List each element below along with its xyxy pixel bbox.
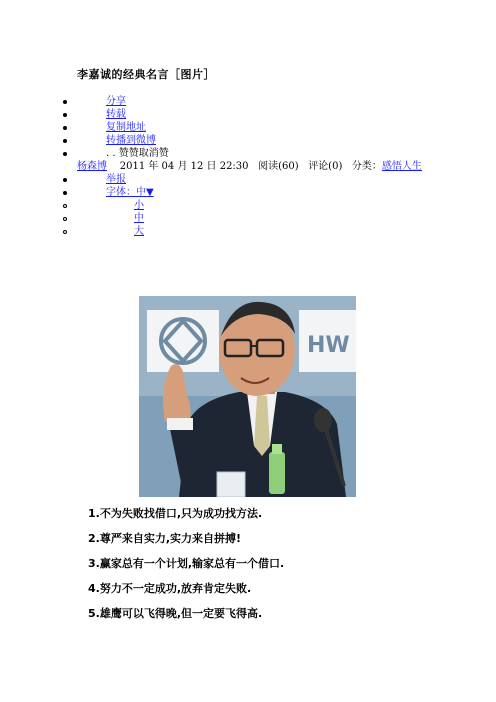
quote-item: 5.雄鹰可以飞得晚,但一定要飞得高.: [88, 607, 263, 620]
bullet-icon: [63, 113, 67, 117]
quote-item: 4.努力不一定成功,放弃肯定失败.: [88, 582, 252, 595]
font-size-dropdown[interactable]: 字体：中▼: [106, 187, 154, 198]
post-meta: [77, 161, 422, 173]
author-link[interactable]: 杨森博: [77, 161, 107, 172]
bullet-icon: [63, 191, 67, 195]
comment-count: 评论(0): [308, 161, 343, 172]
like-button[interactable]: . . 赞赞取消赞: [106, 148, 169, 159]
repost-link[interactable]: 转载: [106, 109, 126, 120]
copy-link[interactable]: 复制地址: [106, 122, 146, 133]
weibo-link[interactable]: 转播到微博: [106, 135, 156, 146]
report-link[interactable]: 举报: [106, 174, 126, 185]
portrait-photo: [139, 296, 356, 497]
bullet-icon: [63, 126, 67, 130]
page-title: 李嘉诚的经典名言［图片］: [77, 68, 215, 81]
bullet-icon: [63, 152, 67, 156]
category-label: 分类：: [351, 161, 382, 172]
bullet-icon: [63, 178, 67, 182]
font-medium-option[interactable]: 中: [134, 213, 144, 224]
bullet-icon: [63, 100, 67, 104]
category-link[interactable]: 感悟人生: [381, 161, 422, 172]
font-small-option[interactable]: 小: [134, 200, 144, 211]
svg-text:HW: HW: [307, 333, 350, 358]
quote-item: 1.不为失败找借口,只为成功找方法.: [88, 507, 263, 520]
circle-bullet-icon: [63, 204, 67, 208]
bullet-icon: [63, 139, 67, 143]
quote-item: 3.赢家总有一个计划,输家总有一个借口.: [88, 557, 285, 570]
post-date: 2011 年 04 月 12 日 22:30: [119, 161, 249, 172]
portrait-illustration: [139, 296, 356, 497]
share-link[interactable]: 分享: [106, 96, 126, 107]
read-count: 阅读(60): [258, 161, 299, 172]
circle-bullet-icon: [63, 217, 67, 221]
font-large-option[interactable]: 大: [134, 226, 144, 237]
circle-bullet-icon: [63, 230, 67, 234]
quote-item: 2.尊严来自实力,实力来自拼搏!: [88, 532, 242, 545]
